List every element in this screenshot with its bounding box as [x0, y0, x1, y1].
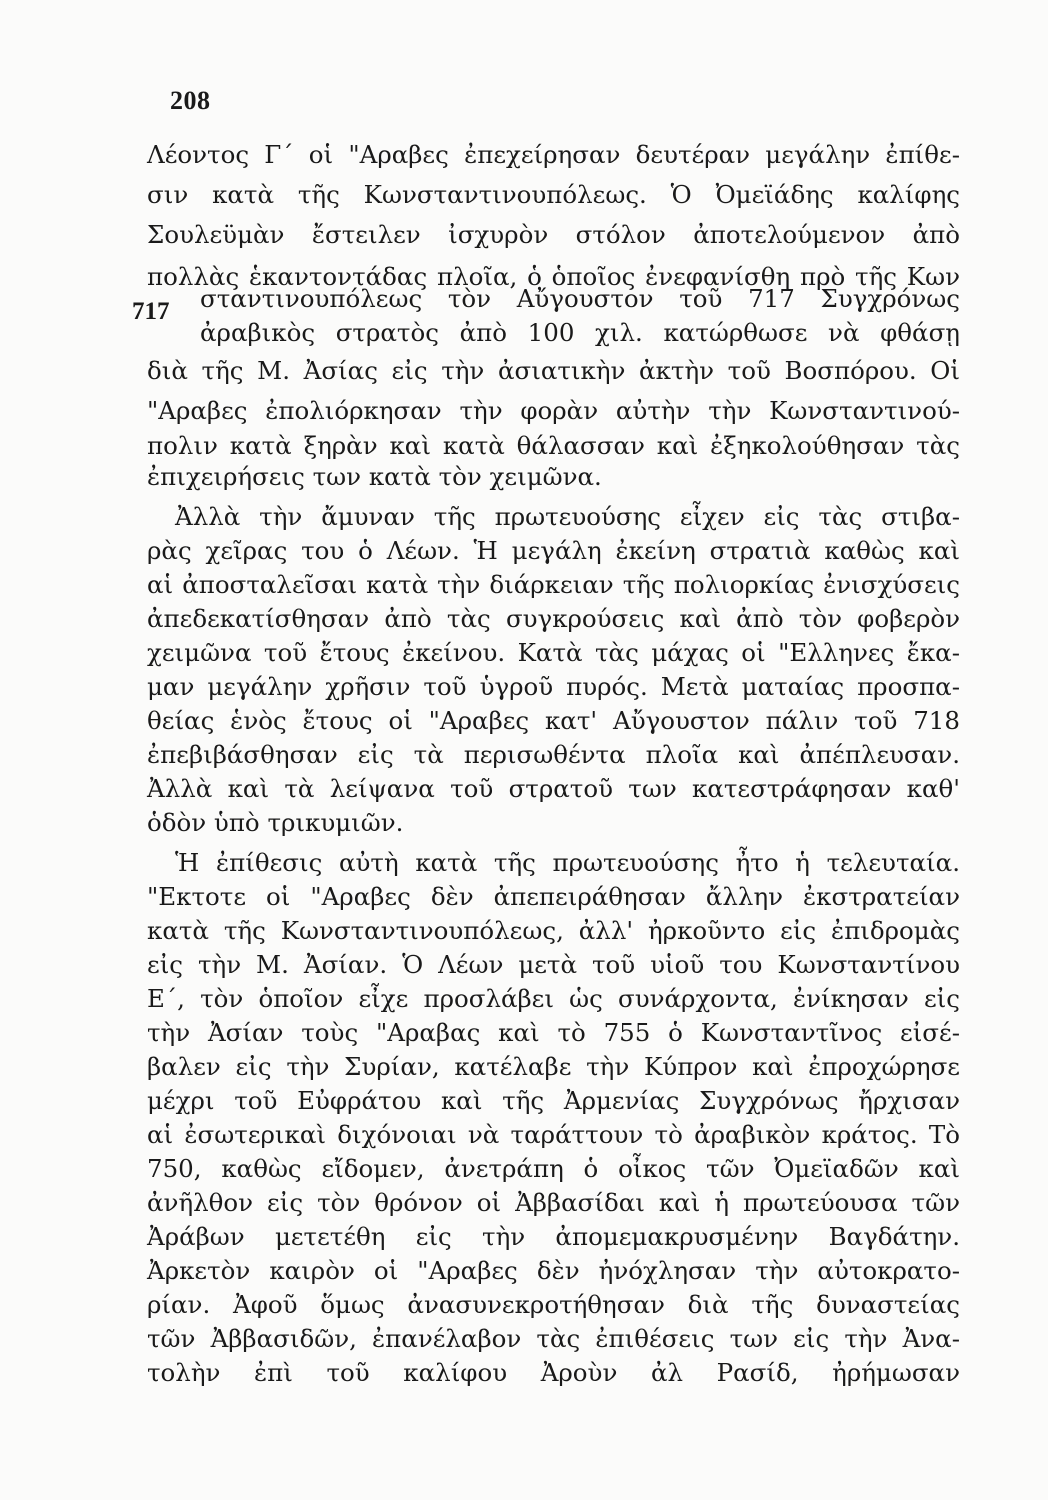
- text-line: διὰ τῆς Μ. Ἀσίας εἰς τὴν ἀσιατικὴν ἀκτὴν τοῦ Βοσπόρου. Οἱ: [147, 356, 960, 385]
- text-line: Ε΄, τὸν ὁποῖον εἶχε προσλάβει ὡς συνάρχοντα, ἐνίκησαν εἰς: [147, 984, 960, 1013]
- text-line: σταντινουπόλεως τὸν Αὔγουστον τοῦ 717 Συγχρόνως: [200, 284, 960, 313]
- text-line: θείας ἑνὸς ἔτους οἱ "Αραβες κατ' Αὔγουστον πάλιν τοῦ 718: [147, 706, 960, 735]
- text-line: τὴν Ἀσίαν τοὺς "Αραβας καὶ τὸ 755 ὁ Κωνσταντῖνος εἰσέ-: [147, 1018, 960, 1047]
- page-number: 208: [170, 86, 211, 115]
- text-line: μαν μεγάλην χρῆσιν τοῦ ὑγροῦ πυρός. Μετὰ ματαίας προσπα-: [147, 672, 960, 701]
- text-line: ἀπεδεκατίσθησαν ἀπὸ τὰς συγκρούσεις καὶ ἀπὸ τὸν φοβερὸν: [147, 604, 960, 633]
- text-line: βαλεν εἰς τὴν Συρίαν, κατέλαβε τὴν Κύπρον καὶ ἐπροχώρησε: [147, 1052, 960, 1081]
- text-line: ρὰς χεῖρας του ὁ Λέων. Ἡ μεγάλη ἐκείνη στρατιὰ καθὼς καὶ: [147, 536, 960, 565]
- text-line: Λέοντος Γ΄ οἱ "Αραβες ἐπεχείρησαν δευτέραν μεγάλην ἐπίθε-: [147, 140, 960, 169]
- text-line: μέχρι τοῦ Εὐφράτου καὶ τῆς Ἀρμενίας Συγχρόνως ἤρχισαν: [147, 1086, 960, 1115]
- text-line: τολὴν ἐπὶ τοῦ καλίφου Ἀροὺν ἀλ Ρασίδ, ἠρήμωσαν: [147, 1358, 960, 1387]
- text-line: ἐπιχειρήσεις των κατὰ τὸν χειμῶνα.: [147, 462, 602, 491]
- text-line: Ἀράβων μετετέθη εἰς τὴν ἀπομεμακρυσμένην Βαγδάτην.: [147, 1222, 960, 1251]
- text-line: ἀραβικὸς στρατὸς ἀπὸ 100 χιλ. κατώρθωσε νὰ φθάσῃ: [200, 318, 960, 347]
- text-line: ἐπεβιβάσθησαν εἰς τὰ περισωθέντα πλοῖα καὶ ἀπέπλευσαν.: [147, 740, 960, 769]
- text-line: χειμῶνα τοῦ ἔτους ἐκείνου. Κατὰ τὰς μάχας οἱ "Ελληνες ἔκα-: [147, 638, 960, 667]
- text-line: σιν κατὰ τῆς Κωνσταντινουπόλεως. Ὁ Ὀμεϊάδης καλίφης: [147, 180, 960, 209]
- text-line: κατὰ τῆς Κωνσταντινουπόλεως, ἀλλ' ἠρκοῦντο εἰς ἐπιδρομὰς: [147, 916, 960, 945]
- text-line: εἰς τὴν Μ. Ἀσίαν. Ὁ Λέων μετὰ τοῦ υἱοῦ του Κωνσταντίνου: [147, 950, 960, 979]
- text-line: αἱ ἀποσταλεῖσαι κατὰ τὴν διάρκειαν τῆς πολιορκίας ἐνισχύσεις: [147, 570, 960, 599]
- text-line: Ἡ ἐπίθεσις αὐτὴ κατὰ τῆς πρωτευούσης ἦτο ἡ τελευταία.: [175, 848, 960, 877]
- margin-year-note: 717: [132, 298, 170, 325]
- text-line: πολλὰς ἑκαντοντάδας πλοῖα, ὁ ὁποῖος ἐνεφανίσθη πρὸ τῆς Κων: [147, 262, 960, 291]
- text-line: 750, καθὼς εἴδομεν, ἀνετράπη ὁ οἶκος τῶν Ὀμεϊαδῶν καὶ: [147, 1154, 960, 1183]
- text-line: "Αραβες ἐπολιόρκησαν τὴν φορὰν αὐτὴν τὴν Κωνσταντινού-: [147, 396, 960, 425]
- text-line: Σουλεϋμὰν ἔστειλεν ἰσχυρὸν στόλον ἀποτελούμενον ἀπὸ: [147, 220, 960, 249]
- text-line: Ἀλλὰ καὶ τὰ λείψανα τοῦ στρατοῦ των κατεστράφησαν καθ': [147, 774, 960, 803]
- text-line: αἱ ἐσωτερικαὶ διχόνοιαι νὰ ταράττουν τὸ ἀραβικὸν κράτος. Τὸ: [147, 1120, 960, 1149]
- text-line: τῶν Ἀββασιδῶν, ἐπανέλαβον τὰς ἐπιθέσεις των εἰς τὴν Ἀνα-: [147, 1324, 960, 1353]
- text-line: ὁδὸν ὑπὸ τρικυμιῶν.: [147, 808, 404, 837]
- text-line: "Εκτοτε οἱ "Αραβες δὲν ἀπεπειράθησαν ἄλλην ἐκστρατείαν: [147, 882, 960, 911]
- text-line: Ἀρκετὸν καιρὸν οἱ "Αραβες δὲν ἠνόχλησαν τὴν αὐτοκρατο-: [147, 1256, 960, 1285]
- text-line: ἀνῆλθον εἰς τὸν θρόνον οἱ Ἀββασίδαι καὶ ἡ πρωτεύουσα τῶν: [147, 1188, 960, 1217]
- text-line: πολιν κατὰ ξηρὰν καὶ κατὰ θάλασσαν καὶ ἐξηκολούθησαν τὰς: [147, 431, 960, 460]
- text-line: ρίαν. Ἀφοῦ ὅμως ἀνασυνεκροτήθησαν διὰ τῆς δυναστείας: [147, 1290, 960, 1319]
- text-line: Ἀλλὰ τὴν ἄμυναν τῆς πρωτευούσης εἶχεν εἰς τὰς στιβα-: [175, 502, 960, 531]
